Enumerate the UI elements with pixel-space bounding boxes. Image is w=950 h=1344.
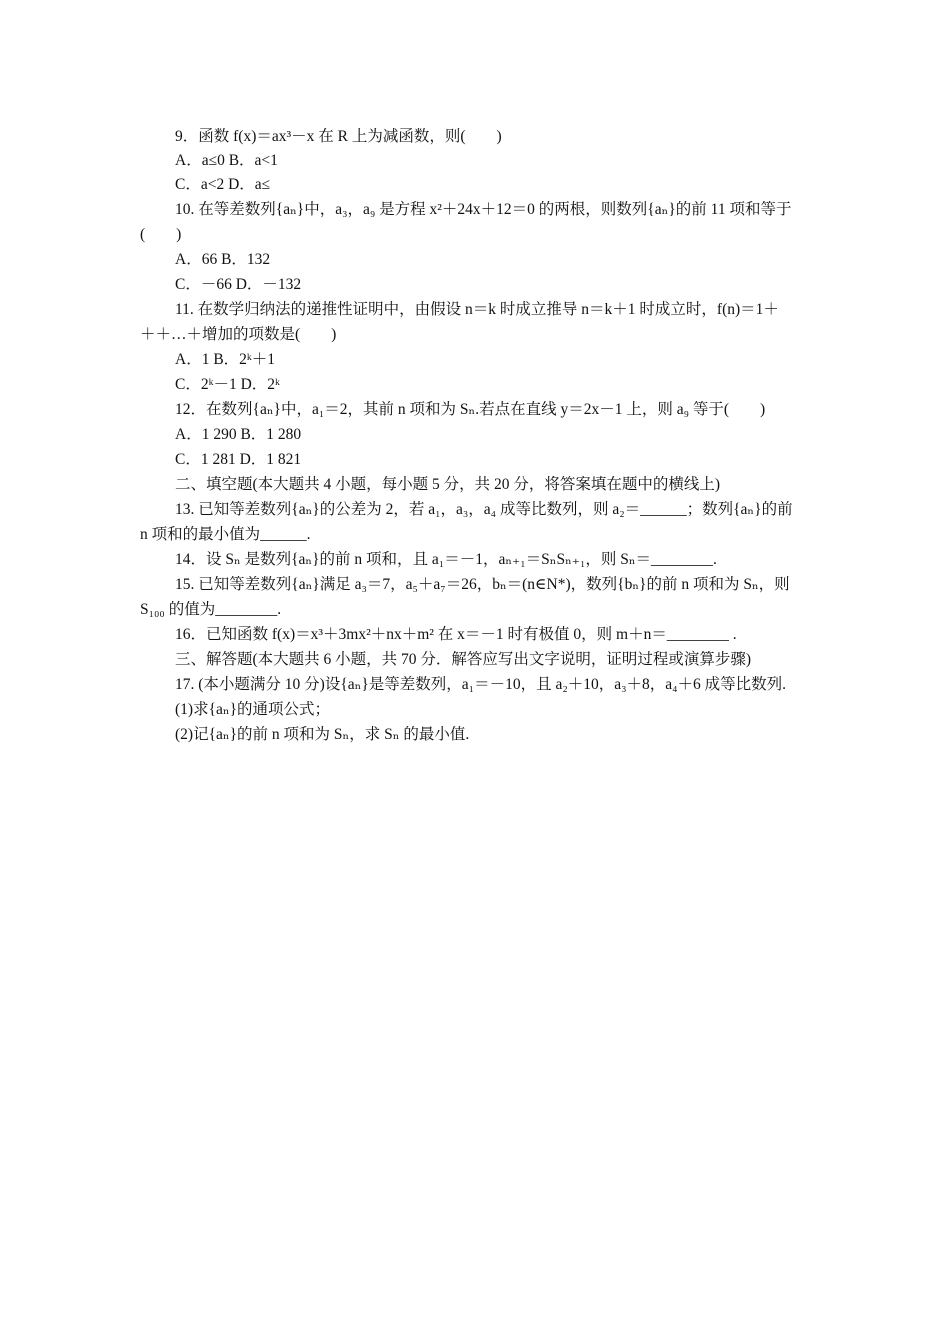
section-2-heading: 二、填空题(本大题共 4 小题，每小题 5 分，共 20 分，将答案填在题中的横线上): [175, 476, 721, 493]
q10-stem: 10. 在等差数列{aₙ}中，a₃，a₉ 是方程 x²＋24x＋12＝0 的两根，则数列{aₙ}的前 11 项和等于: [175, 201, 792, 218]
q10-options-cd: C．－66 D．－132: [175, 276, 302, 293]
q10-stem-cont: ( ): [140, 226, 182, 243]
q13-stem-cont: n 项和的最小值为______.: [140, 526, 311, 543]
q12-options-cd: C．1 281 D．1 821: [175, 451, 302, 468]
q17-stem: 17. (本小题满分 10 分)设{aₙ}是等差数列，a₁＝－10，且 a₂＋10，a₃＋8，a₄＋6 成等比数列.: [175, 676, 787, 693]
q9-options-ab: A．a≤0 B．a<1: [175, 152, 278, 169]
q11-stem: 11. 在数学归纳法的递推性证明中，由假设 n＝k 时成立推导 n＝k＋1 时成立时，f(n)＝1＋: [175, 301, 779, 318]
q17-part-2: (2)记{aₙ}的前 n 项和为 Sₙ，求 Sₙ 的最小值.: [175, 726, 470, 743]
q17-part-1: (1)求{aₙ}的通项公式；: [175, 701, 331, 718]
q11-stem-cont: ＋＋…＋增加的项数是( ): [140, 326, 337, 343]
section-3-heading: 三、解答题(本大题共 6 小题，共 70 分．解答应写出文字说明，证明过程或演算步骤): [175, 651, 752, 668]
q15-stem: 15. 已知等差数列{aₙ}满足 a₃＝7，a₅＋a₇＝26，bₙ＝(n∈N*)，数列{bₙ}的前 n 项和为 Sₙ，则: [175, 576, 790, 593]
q14-stem: 14．设 Sₙ 是数列{aₙ}的前 n 项和，且 a₁＝－1，aₙ₊₁＝SₙSₙ₊₁，则 Sₙ＝________.: [175, 551, 717, 568]
q11-options-ab: A．1 B．2ᵏ＋1: [175, 351, 276, 368]
q9-stem: 9．函数 f(x)＝ax³－x 在 R 上为减函数，则( ): [175, 128, 502, 145]
q12-options-ab: A．1 290 B．1 280: [175, 426, 302, 443]
q9-options-cd: C．a<2 D．a≤: [175, 176, 271, 193]
q15-stem-cont: S₁₀₀ 的值为________.: [140, 601, 282, 618]
q10-options-ab: A．66 B．132: [175, 251, 271, 268]
q11-options-cd: C．2ᵏ－1 D．2ᵏ: [175, 376, 280, 393]
q13-stem: 13. 已知等差数列{aₙ}的公差为 2，若 a₁，a₃，a₄ 成等比数列，则 a₂＝______；数列{aₙ}的前: [175, 501, 793, 518]
q16-stem: 16．已知函数 f(x)＝x³＋3mx²＋nx＋m² 在 x＝－1 时有极值 0，则 m＋n＝________ .: [175, 626, 737, 643]
q12-stem: 12．在数列{aₙ}中，a₁＝2，其前 n 项和为 Sₙ.若点在直线 y＝2x－1 上，则 a₉ 等于( ): [175, 401, 766, 418]
